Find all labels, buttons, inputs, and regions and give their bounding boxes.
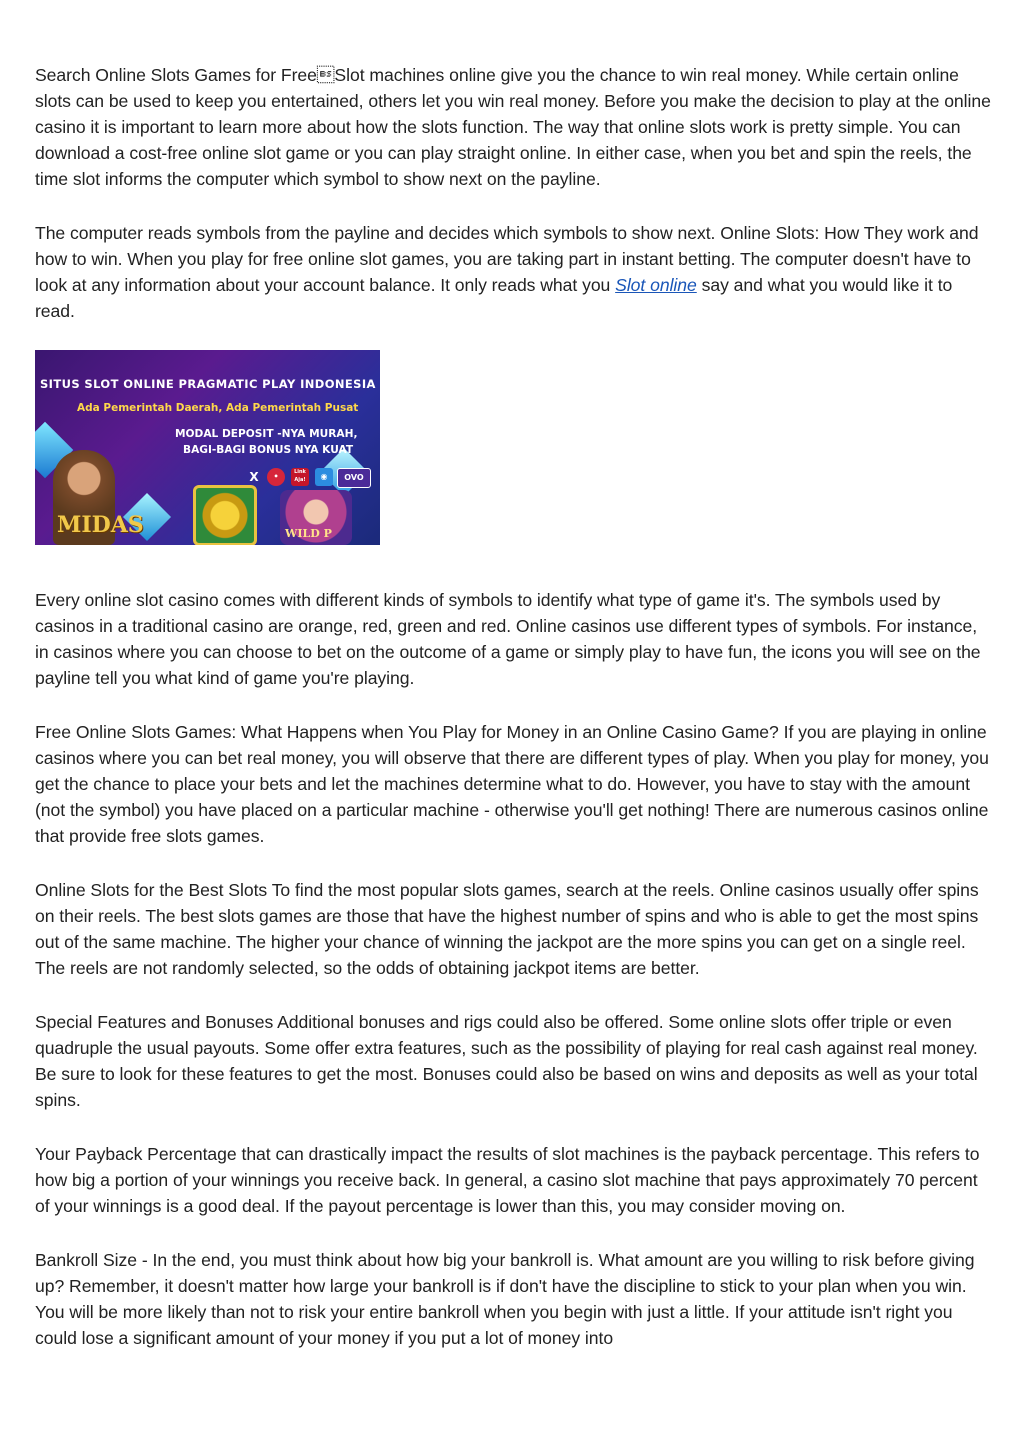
paragraph-3: Every online slot casino comes with different kinds of symbols to identify what type of game it's. The symbols used by casinos in a traditional casino are orange, red, green and red. Online casinos use different types of symbols. For instance, in casinos where you can choose to bet on the outcome of a game or simply play to have fun, the icons you will see on the payline tell you what kind of game you're playing. bbox=[35, 590, 981, 688]
golden-idol-icon bbox=[193, 485, 257, 545]
payment-telkomsel-icon: • bbox=[267, 468, 285, 486]
banner-deposit-line: MODAL DEPOSIT -NYA MURAH, bbox=[175, 428, 358, 440]
paragraph-2-text-b: say and what you would like it to read. bbox=[35, 275, 953, 321]
spacer bbox=[35, 1113, 995, 1141]
spacer bbox=[35, 1219, 995, 1247]
spacer bbox=[35, 545, 995, 587]
paragraph-7: Your Payback Percentage that can drastically impact the results of slot machines is the payback percentage. This refers to how big a portion of your winnings you receive back. In general, a casino slot machine that pays approximately 70 percent of your winnings is a good deal. If the payout percentage is lower than this, you may consider moving on. bbox=[35, 1144, 980, 1216]
paragraph-4: Free Online Slots Games: What Happens when You Play for Money in an Online Casino Game? If you are playing in online casinos where you can bet real money, you will observe that there are different types of play. When you play for money, you get the chance to place your bets and let the machines determine what to do. However, you have to stay with the amount (not the symbol) you have placed on a particular machine - otherwise you'll get nothing! There are numerous casinos online that provide free slots games. bbox=[35, 722, 989, 846]
wild-logo-text: WILD P bbox=[285, 527, 332, 540]
paragraph-2-text-a: The computer reads symbols from the payline and decides which symbols to show next. Online Slots: How They work and how to win. When you play for free online slot games, you are taking part in instant betting. The computer doesn't have to look at any information about your account balance. It only reads what you bbox=[35, 223, 979, 295]
promo-banner-image bbox=[35, 350, 380, 545]
paragraph-2 bbox=[35, 220, 995, 324]
banner-headline: SITUS SLOT ONLINE PRAGMATIC PLAY INDONESIA bbox=[40, 377, 376, 391]
spacer bbox=[35, 981, 995, 1009]
payment-wallet-icon: ◉ bbox=[315, 468, 333, 486]
spacer bbox=[35, 849, 995, 877]
document-page bbox=[35, 62, 995, 1351]
midas-logo-text: MIDAS bbox=[57, 512, 144, 538]
spacer bbox=[35, 192, 995, 220]
paragraph-1: Search Online Slots Games for FreeSlot machines online give you the chance to win real money. While certain online slots can be used to keep you entertained, others let you win real money. Before you make the decision to play at the online casino it is important to learn more about how the slots function. The way that online slots work is pretty simple. You can download a cost-free online slot game or you can play straight online. In either case, when you bet and spin the reels, the time slot informs the computer which symbol to show next on the payline. bbox=[35, 65, 991, 189]
payment-x-icon: X bbox=[249, 470, 259, 484]
paragraph-6: Special Features and Bonuses Additional bonuses and rigs could also be offered. Some online slots offer triple or even quadruple the usual payouts. Some offer extra features, such as the possibility of playing for real cash against real money. Be sure to look for these features to get the most. Bonuses could also be based on wins and deposits as well as your total spins. bbox=[35, 1012, 978, 1110]
payment-ovo-label: OVO bbox=[337, 468, 371, 488]
banner-bonus-line: BAGI-BAGI BONUS NYA KUAT bbox=[183, 444, 354, 456]
paragraph-8: Bankroll Size - In the end, you must think about how big your bankroll is. What amount are you willing to risk before giving up? Remember, it doesn't matter how large your bankroll is if don't have the discipline to stick to your plan when you win. You will be more likely than not to risk your entire bankroll when you begin with just a little. If your attitude isn't right you could lose a significant amount of your money if you put a lot of money into bbox=[35, 1250, 975, 1348]
slot-online-link[interactable]: Slot online bbox=[615, 275, 697, 295]
banner-subline: Ada Pemerintah Daerah, Ada Pemerintah Pusat bbox=[77, 402, 359, 414]
paragraph-5: Online Slots for the Best Slots To find the most popular slots games, search at the reels. Online casinos usually offer spins on their reels. The best slots games are those that have the highest number of spins and who is able to get the most spins out of the same machine. The higher your chance of winning the jackpot are the more spins you can get on a single reel. The reels are not randomly selected, so the odds of obtaining jackpot items are better. bbox=[35, 880, 979, 978]
spacer bbox=[35, 691, 995, 719]
payment-linkaja-icon: Link Aja! bbox=[291, 468, 309, 486]
